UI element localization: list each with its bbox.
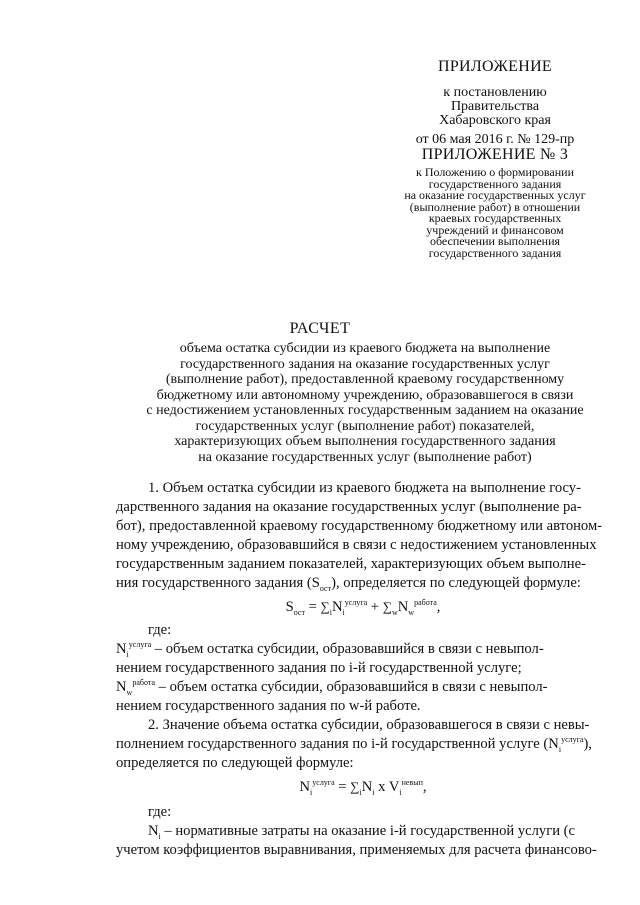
appendix-3-line: на оказание государственных услуг: [404, 188, 586, 202]
definition-3-cont: учетом коэффициентов выравнивания, применяемых для расчета финансово-: [116, 842, 597, 858]
text-fragment: полнением государственного задания по i-й государственной услуге (N: [116, 736, 559, 752]
formula-operator: =: [334, 779, 351, 795]
superscript: услуга: [561, 735, 584, 745]
formula-subscript: i: [372, 787, 375, 797]
formula-subscript: w: [391, 607, 398, 617]
appendix-3-line: государственного задания: [428, 176, 562, 191]
formula-operator: x: [374, 779, 389, 795]
paragraph-1-line: 1. Объем остатка субсидии из краевого бюджета на выполнение госу-: [148, 480, 581, 496]
formula-subscript: i: [399, 787, 402, 797]
document-body: [116, 479, 610, 860]
subtitle-line: (выполнение работ), предоставленной краевому государственному: [165, 372, 565, 387]
def-symbol: N: [148, 823, 159, 839]
appendix-3-line: учреждений и финансовом: [426, 222, 564, 237]
def-text: – объем остатка субсидии, образовавшийся в связи с невыпол-: [151, 641, 544, 657]
def-subscript: i: [126, 649, 129, 659]
sum-symbol: ∑: [320, 599, 330, 614]
formula-symbol: N: [397, 599, 409, 615]
where-label: где:: [148, 804, 172, 820]
definition-1: [116, 640, 610, 659]
document-title: РАСЧЕТ: [289, 320, 351, 337]
formula-punct: ,: [422, 779, 427, 795]
appendix-header: [380, 58, 610, 147]
formula-subscript: i: [342, 607, 345, 617]
subscript: i: [558, 744, 562, 754]
subtitle-line: государственного задания на оказание государственных услуг: [180, 356, 550, 372]
appendix-line: к постановлению: [443, 85, 547, 100]
def-subscript: i: [158, 831, 161, 841]
paragraph-2-line: определяется по следующей формуле:: [116, 755, 354, 771]
subtitle-line: на оказание государственных услуг (выполнение работ): [198, 449, 532, 465]
definition-3: [116, 822, 610, 841]
where-label: где:: [148, 622, 172, 638]
definition-2: [116, 678, 610, 697]
def-text: – нормативные затраты на оказание i-й государственной услуги (с: [160, 823, 575, 839]
formula-subscript: w: [408, 607, 415, 617]
formula-symbol: N: [361, 779, 373, 795]
appendix-3-line: краевых государственных: [428, 211, 562, 225]
text-fragment: ния государственного задания (S: [116, 575, 320, 591]
paragraph-1-last-line: [116, 574, 610, 593]
formula-superscript: работа: [414, 598, 437, 608]
appendix-3-title: ПРИЛОЖЕНИЕ № 3: [421, 146, 569, 163]
appendix-3-line: к Положению о формировании: [415, 165, 574, 179]
sum-symbol: ∑: [350, 779, 360, 794]
def-symbol: N: [116, 641, 127, 657]
subtitle-line: бюджетному или автономному учреждению, образовавшегося в связи: [156, 387, 574, 403]
text-fragment: ), определяется по следующей формуле:: [331, 575, 581, 591]
appendix-3-line: (выполнение работ) в отношении: [409, 199, 581, 214]
formula-symbol: S: [285, 599, 294, 615]
subtitle-line: объема остатка субсидии из краевого бюджета на выполнение: [179, 341, 551, 356]
paragraph-1-line: государственным заданием показателей, характеризующих объем выполне-: [116, 556, 586, 572]
sum-symbol: ∑: [382, 599, 392, 614]
appendix-3-line: обеспечении выполнения: [429, 234, 561, 248]
document-subtitle: [130, 341, 600, 465]
subtitle-line: государственных услуг (выполнение работ) показателей,: [195, 418, 535, 434]
formula-2: [116, 777, 610, 797]
text-fragment: ),: [583, 736, 592, 752]
def-superscript: работа: [132, 678, 155, 688]
definition-1-cont: нением государственного задания по i-й государственной услуге;: [116, 660, 522, 676]
formula-subscript: i: [310, 787, 313, 797]
appendix-date-line: от 06 мая 2016 г. № 129-пр: [415, 132, 575, 147]
definition-2-cont: нением государственного задания по w-й работе.: [116, 698, 421, 714]
def-superscript: услуга: [128, 640, 152, 650]
subscript: ост: [319, 583, 332, 593]
paragraph-1-line: ному учреждению, образовавшийся в связи с недостижением установленных: [116, 537, 597, 553]
formula-symbol: N: [332, 599, 343, 615]
appendix-3-header: [380, 146, 610, 259]
paragraph-1-line: бот), предоставленной краевому государственному бюджетному или автоном-: [116, 518, 603, 534]
paragraph-2-line: [116, 735, 610, 754]
formula-subscript: ост: [293, 607, 305, 617]
formula-subscript: i: [359, 787, 362, 797]
formula-superscript: невып: [401, 778, 423, 788]
formula-operator: =: [304, 599, 321, 615]
formula-1: [116, 597, 610, 617]
appendix-3-line: государственного задания: [428, 245, 562, 260]
formula-superscript: услуга: [312, 778, 335, 788]
formula-subscript: i: [329, 607, 332, 617]
subtitle-line: характеризующих объем выполнения государственного задания: [174, 434, 556, 449]
formula-punct: ,: [436, 599, 441, 615]
appendix-line: Правительства: [450, 99, 540, 114]
formula-operator: +: [367, 599, 383, 615]
formula-symbol: V: [388, 779, 400, 795]
def-subscript: w: [126, 687, 133, 697]
paragraph-2-line: 2. Значение объема остатка субсидии, образовавшегося в связи с невы-: [148, 717, 590, 733]
paragraph-1-line: дарственного задания на оказание государственных услуг (выполнение ра-: [116, 499, 582, 515]
def-symbol: N: [116, 679, 127, 695]
formula-symbol: N: [299, 779, 311, 795]
subtitle-line: с недостижением установленных государственным заданием на оказание: [146, 403, 584, 418]
def-text: – объем остатка субсидии, образовавшийся в связи с невыпол-: [155, 679, 548, 695]
appendix-line: Хабаровского края: [439, 113, 551, 128]
formula-superscript: услуга: [344, 598, 368, 608]
appendix-title: ПРИЛОЖЕНИЕ: [437, 58, 552, 75]
